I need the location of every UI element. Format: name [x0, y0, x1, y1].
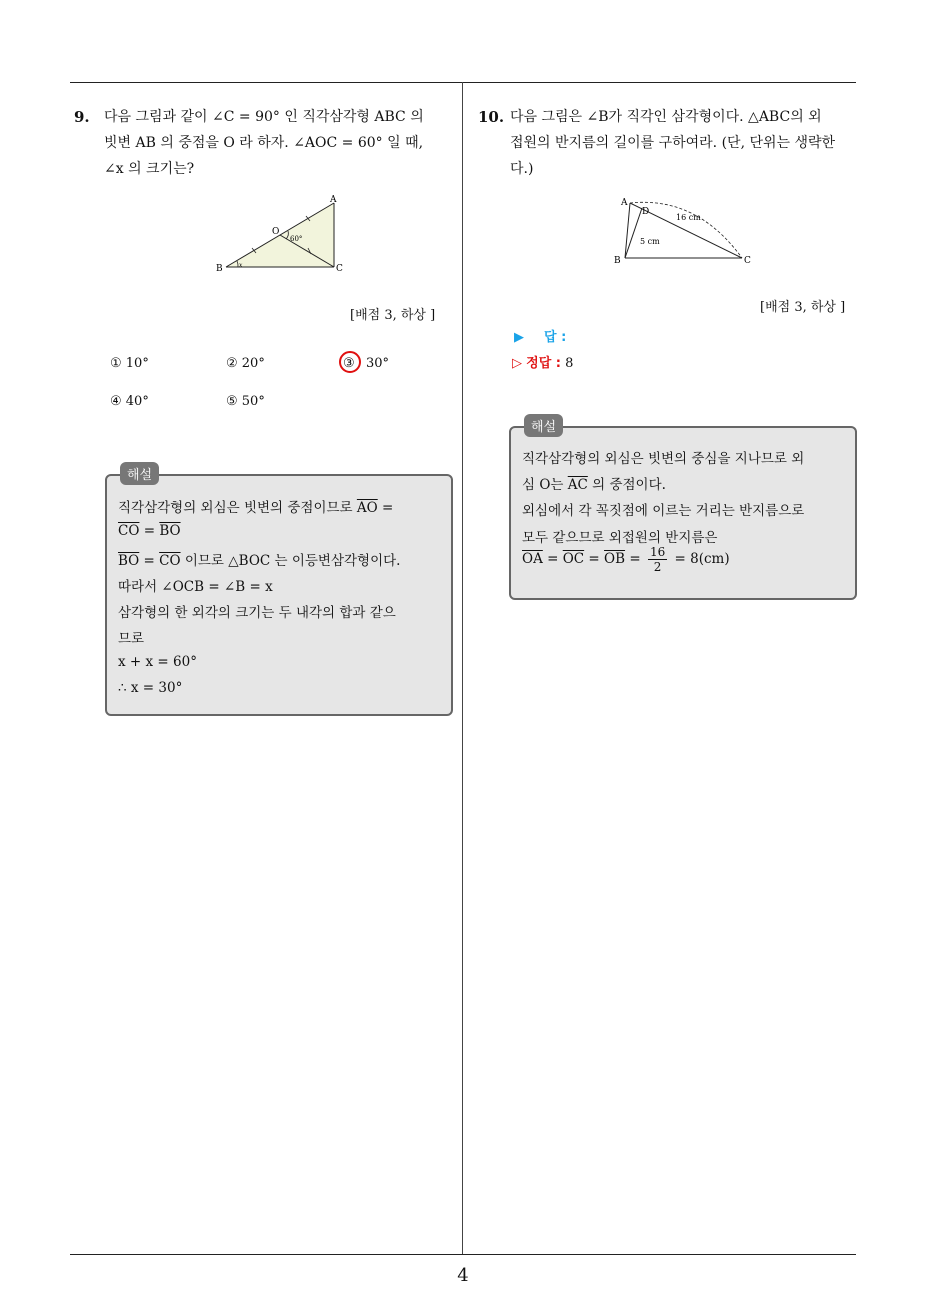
label-angle-60: 60° [290, 235, 303, 243]
label-a: A [621, 198, 628, 208]
q9-expl-line-5: 삼각형의 한 외각의 크기는 두 내각의 합과 같으 [118, 605, 396, 621]
label-16cm: 16 cm [676, 213, 701, 222]
question-10-score: [배점 3, 하상 ] [760, 300, 846, 315]
q10-expl-line-1: 직각삼각형의 외심은 빗변의 중심을 지나므로 외 [522, 451, 805, 467]
label-d: D [642, 207, 650, 217]
label-c: C [336, 264, 343, 274]
question-10-text [510, 104, 860, 182]
correct-answer-label: 정답 : [526, 356, 561, 371]
q10-expl-line-3: 외심에서 각 꼭짓점에 이르는 거리는 반지름으로 [522, 503, 805, 519]
question-10-line-1: 다음 그림은 ∠B가 직각인 삼각형이다. △ABC의 외 [510, 109, 822, 125]
q9-expl-line-8: ∴ x = 30° [118, 680, 183, 696]
correct-arrow-icon: ▷ [512, 356, 522, 371]
correct-answer-row [512, 352, 573, 371]
question-10-figure [612, 196, 762, 268]
label-o: O [272, 227, 280, 237]
question-9-score: [배점 3, 하상 ] [350, 308, 436, 323]
choice-1[interactable]: ① 10° [110, 356, 149, 371]
q9-expl-line-1: 직각삼각형의 외심은 빗변의 중점이므로 $\overline{AO}$ = [118, 500, 394, 516]
q10-expl-line-5: $\overline{OA} = \overline{OC} = \overline{OB}$ = $\frac{16}{2}$ = 8(cm) [522, 545, 730, 574]
question-9-number: 9. [74, 108, 90, 126]
label-b: B [614, 256, 621, 266]
bottom-rule [70, 1254, 856, 1255]
answer-label: 답 : [544, 330, 567, 345]
question-9-line-1: 다음 그림과 같이 ∠C = 90° 인 직각삼각형 ABC 의 [104, 109, 424, 125]
label-5cm: 5 cm [640, 237, 660, 246]
q9-expl-line-7: x + x = 60° [118, 654, 197, 670]
page-number: 4 [457, 1265, 469, 1286]
question-10-line-3: 다.) [510, 161, 534, 177]
question-9-line-2: 빗변 AB 의 중점을 O 라 하자. ∠AOC = 60° 일 때, [104, 135, 424, 151]
answer-arrow-icon: ▶ [514, 330, 524, 345]
q9-expl-line-2: $\overline{CO} = \overline{BO}$ [118, 523, 181, 539]
q9-expl-line-4: 따라서 ∠OCB = ∠B = x [118, 579, 273, 595]
question-10-number: 10. [478, 108, 505, 126]
choice-5[interactable]: ⑤ 50° [226, 394, 265, 409]
question-9-figure [210, 190, 350, 280]
column-divider [462, 82, 463, 1255]
label-c: C [744, 256, 751, 266]
question-9-line-3: ∠x 의 크기는? [104, 161, 195, 177]
q9-expl-line-3: $\overline{BO} = \overline{CO}$ 이므로 △BOC 는 이등변삼각형이다. [118, 553, 401, 569]
correct-answer-value: 8 [565, 356, 574, 371]
label-a: A [330, 195, 337, 205]
answer-row [514, 326, 566, 345]
question-10-line-2: 접원의 반지름의 길이를 구하여라. (단, 단위는 생략한 [510, 135, 836, 151]
fraction: $\frac{16}{2}$ [649, 545, 666, 574]
label-b: B [216, 264, 223, 274]
question-9-text [104, 104, 454, 182]
choice-3-value[interactable]: 30° [366, 356, 390, 371]
choice-4[interactable]: ④ 40° [110, 394, 149, 409]
choice-3-number[interactable]: ③ [343, 356, 355, 371]
label-x: x [239, 262, 243, 269]
q10-expl-line-4: 모두 같으므로 외접원의 반지름은 [522, 530, 718, 546]
question-9-explanation-tag: 해설 [120, 462, 159, 485]
question-10-explanation-tag: 해설 [524, 414, 563, 437]
top-rule [70, 82, 856, 83]
q10-expl-line-2: 심 O는 $\overline{AC}$ 의 중점이다. [522, 477, 666, 493]
choice-2[interactable]: ② 20° [226, 356, 265, 371]
q9-expl-line-6: 므로 [118, 631, 145, 647]
